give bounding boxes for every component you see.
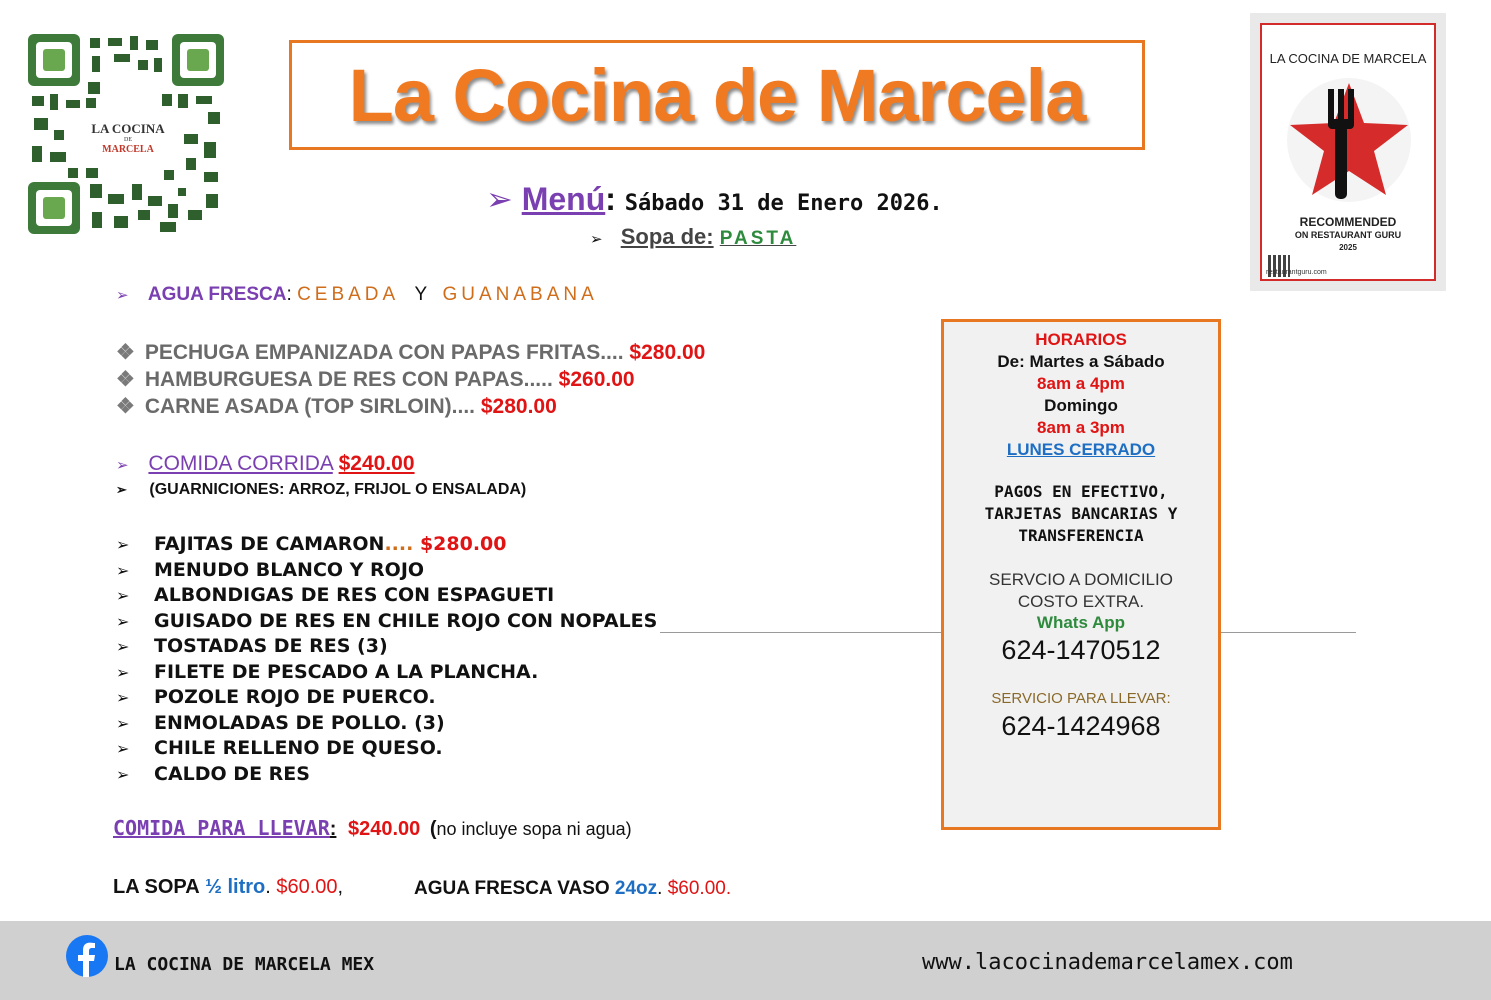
menu-arrow: ➢ bbox=[486, 181, 513, 217]
agua-label: AGUA FRESCA bbox=[147, 284, 287, 305]
menu-date-line bbox=[486, 180, 943, 218]
agua-flavor2: GUANABANA bbox=[442, 284, 598, 305]
list-item-name: ENMOLADAS DE POLLO. (3) bbox=[154, 712, 445, 734]
domicilio-line2: COSTO EXTRA. bbox=[1017, 592, 1145, 611]
star-fork-icon bbox=[1286, 75, 1412, 205]
pagos-line3: TRANSFERENCIA bbox=[1018, 526, 1144, 545]
qr-logo-line3: MARCELA bbox=[102, 144, 154, 155]
list-arrow: ➢ bbox=[116, 765, 130, 784]
special-name: HAMBURGUESA DE RES CON PAPAS..... bbox=[144, 368, 553, 391]
website-link[interactable]: www.lacocinademarcelamex.com bbox=[922, 950, 1293, 975]
agua-bottom-dot: . bbox=[657, 878, 663, 899]
list-item bbox=[116, 763, 310, 785]
comida-para-llevar-line bbox=[113, 816, 632, 841]
list-item-price: $280.00 bbox=[419, 533, 507, 555]
facebook-page-name[interactable]: LA COCINA DE MARCELA MEX bbox=[114, 954, 375, 975]
horarios-box bbox=[941, 319, 1221, 830]
agua-bottom-label: AGUA FRESCA VASO bbox=[414, 878, 610, 899]
agua-fresca-line bbox=[116, 284, 598, 306]
diamond-icon: ❖ bbox=[116, 395, 135, 418]
list-arrow: ➢ bbox=[116, 739, 130, 758]
list-item bbox=[116, 610, 657, 632]
list-item bbox=[116, 584, 554, 606]
corrida-price: $240.00 bbox=[338, 452, 415, 475]
diamond-icon: ❖ bbox=[116, 341, 135, 364]
sopa-price-line bbox=[113, 876, 343, 899]
sopa-value: PASTA bbox=[719, 228, 797, 249]
list-item bbox=[116, 712, 445, 734]
list-item-name: CALDO DE RES bbox=[154, 763, 310, 785]
list-item bbox=[116, 533, 507, 555]
guarniciones-line bbox=[116, 481, 526, 499]
para-llevar-label: COMIDA PARA LLEVAR bbox=[113, 816, 330, 840]
horarios-title: HORARIOS bbox=[1035, 330, 1127, 349]
horarios-hours2: 8am a 3pm bbox=[1037, 418, 1125, 437]
menu-date: Sábado 31 de Enero 2026. bbox=[624, 191, 943, 216]
para-llevar-paren: ( bbox=[429, 818, 437, 840]
agua-flavor1: CEBADA bbox=[297, 284, 400, 305]
corrida-label: COMIDA CORRIDA bbox=[148, 452, 333, 475]
title-box bbox=[289, 40, 1145, 150]
para-llevar-note: no incluye sopa ni agua) bbox=[436, 819, 632, 839]
qr-logo-line1: LA COCINA bbox=[91, 121, 165, 136]
list-arrow: ➢ bbox=[116, 586, 130, 605]
pagos-line2: TARJETAS BANCARIAS Y bbox=[984, 504, 1178, 523]
list-arrow: ➢ bbox=[116, 714, 130, 733]
list-item bbox=[116, 737, 443, 759]
domicilio-line1: SERVCIO A DOMICILIO bbox=[989, 570, 1173, 589]
special-price: $260.00 bbox=[558, 368, 635, 391]
list-item-name: GUISADO DE RES EN CHILE ROJO CON NOPALES bbox=[154, 610, 658, 632]
badge-title: LA COCINA DE MARCELA bbox=[1269, 51, 1427, 66]
list-arrow: ➢ bbox=[116, 535, 130, 554]
restaurant-title: La Cocina de Marcela bbox=[348, 53, 1086, 137]
llevar-label: SERVICIO PARA LLEVAR: bbox=[991, 690, 1171, 707]
agua-bottom-size: 24oz bbox=[614, 878, 658, 899]
list-arrow: ➢ bbox=[116, 663, 130, 682]
sopa-bottom-size: ½ litro bbox=[205, 876, 266, 898]
horarios-days1: De: Martes a Sábado bbox=[997, 352, 1165, 371]
sopa-label: Sopa de: bbox=[620, 224, 714, 249]
menu-colon: : bbox=[605, 181, 616, 217]
sopa-bottom-dot: . bbox=[265, 876, 271, 898]
para-llevar-price: $240.00 bbox=[347, 818, 421, 840]
guarniciones-text: (GUARNICIONES: ARROZ, FRIJOL O ENSALADA) bbox=[149, 481, 527, 498]
list-item-name: MENUDO BLANCO Y ROJO bbox=[154, 559, 425, 581]
special-item bbox=[116, 367, 635, 392]
list-item-name: TOSTADAS DE RES (3) bbox=[154, 635, 388, 657]
list-item-name: ALBONDIGAS DE RES CON ESPAGUETI bbox=[154, 584, 555, 606]
menu-label: Menú bbox=[521, 181, 606, 217]
special-price: $280.00 bbox=[480, 395, 557, 418]
whatsapp-label: Whats App bbox=[1036, 613, 1126, 632]
list-item bbox=[116, 686, 436, 708]
agua-price-line bbox=[414, 878, 731, 900]
facebook-icon[interactable] bbox=[66, 935, 108, 977]
horarios-hours1: 8am a 4pm bbox=[1037, 374, 1125, 393]
agua-arrow: ➢ bbox=[116, 287, 129, 304]
restaurant-guru-badge bbox=[1250, 13, 1446, 291]
list-item-name: FILETE DE PESCADO A LA PLANCHA. bbox=[154, 661, 539, 683]
list-arrow: ➢ bbox=[116, 688, 130, 707]
list-item-name: POZOLE ROJO DE PUERCO. bbox=[154, 686, 436, 708]
para-llevar-colon: : bbox=[329, 818, 337, 840]
badge-year: 2025 bbox=[1339, 243, 1357, 252]
sopa-arrow: ➢ bbox=[590, 231, 603, 248]
phone-delivery: 624-1470512 bbox=[1001, 635, 1161, 665]
badge-on: ON RESTAURANT GURU bbox=[1294, 230, 1402, 240]
agua-y: Y bbox=[414, 284, 428, 305]
list-item-name: CHILE RELLENO DE QUESO. bbox=[154, 737, 443, 759]
sopa-bottom-price: $60.00 bbox=[276, 876, 338, 898]
agua-bottom-price: $60.00. bbox=[667, 878, 732, 899]
comida-corrida-line bbox=[116, 452, 415, 476]
list-item-name: FAJITAS DE CAMARON bbox=[154, 533, 385, 555]
special-name: PECHUGA EMPANIZADA CON PAPAS FRITAS.... bbox=[144, 341, 624, 364]
list-item bbox=[116, 661, 538, 683]
special-name: CARNE ASADA (TOP SIRLOIN).... bbox=[144, 395, 476, 418]
guarn-arrow: ➢ bbox=[116, 482, 127, 497]
sopa-bottom-label: LA SOPA bbox=[113, 876, 200, 898]
horarios-closed: LUNES CERRADO bbox=[1006, 440, 1156, 459]
list-arrow: ➢ bbox=[116, 561, 130, 580]
phone-pickup: 624-1424968 bbox=[1001, 711, 1161, 741]
pagos-line1: PAGOS EN EFECTIVO, bbox=[994, 482, 1168, 501]
list-item bbox=[116, 635, 388, 657]
special-price: $280.00 bbox=[629, 341, 706, 364]
agua-colon: : bbox=[286, 284, 292, 305]
special-item bbox=[116, 394, 557, 419]
corrida-arrow: ➢ bbox=[116, 457, 129, 474]
special-item bbox=[116, 340, 705, 365]
badge-recommended: RECOMMENDED bbox=[1299, 215, 1397, 229]
qr-logo-line2: DE bbox=[124, 137, 132, 143]
sopa-line bbox=[590, 224, 796, 250]
list-arrow: ➢ bbox=[116, 637, 130, 656]
badge-site: restaurantguru.com bbox=[1266, 269, 1327, 276]
list-arrow: ➢ bbox=[116, 612, 130, 631]
qr-code bbox=[28, 34, 224, 234]
sopa-bottom-comma: , bbox=[337, 876, 344, 898]
list-item bbox=[116, 559, 424, 581]
horarios-days2: Domingo bbox=[1044, 396, 1118, 415]
list-item-dots: .... bbox=[384, 533, 414, 555]
diamond-icon: ❖ bbox=[116, 368, 135, 391]
